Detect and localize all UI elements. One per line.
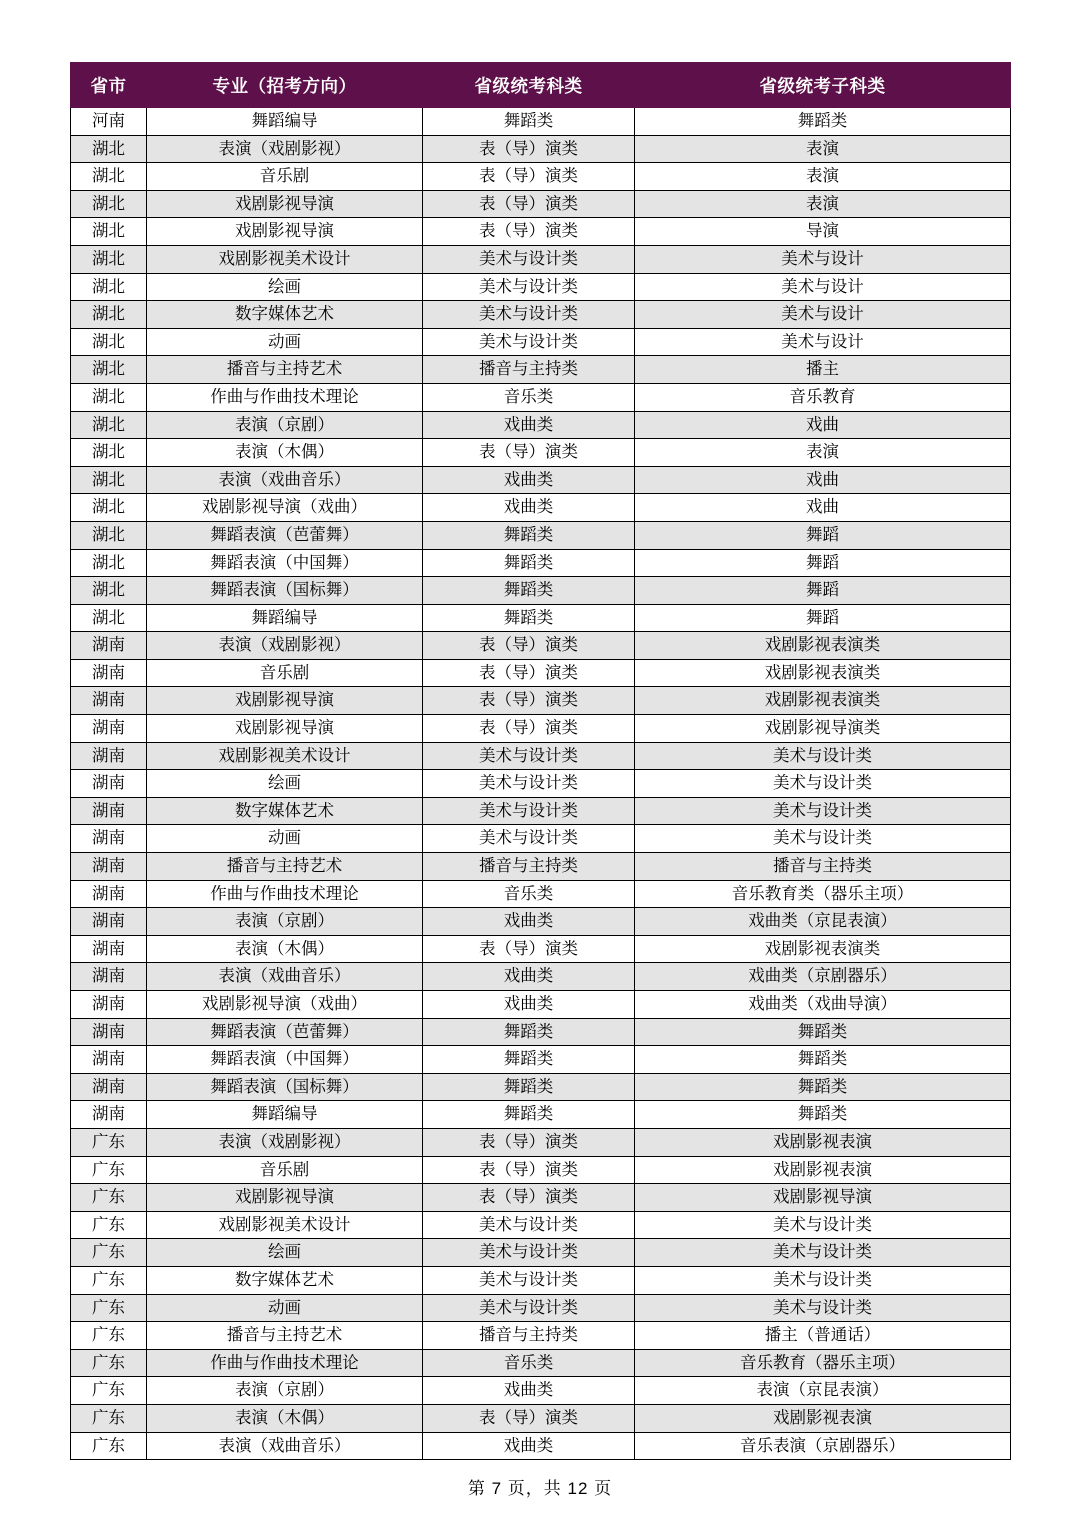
cell-exam-subcategory: 美术与设计 [635, 245, 1011, 273]
cell-province: 广东 [71, 1156, 147, 1184]
cell-exam-subcategory: 戏剧影视表演类 [635, 632, 1011, 660]
table-row [71, 1184, 1011, 1212]
cell-exam-category: 美术与设计类 [423, 273, 635, 301]
cell-province: 湖南 [71, 1073, 147, 1101]
table-row [71, 521, 1011, 549]
cell-major: 舞蹈表演（国标舞） [147, 1073, 423, 1101]
cell-exam-category: 表（导）演类 [423, 1128, 635, 1156]
cell-exam-subcategory: 音乐表演（京剧器乐） [635, 1432, 1011, 1460]
cell-exam-subcategory: 美术与设计 [635, 328, 1011, 356]
cell-major: 表演（京剧） [147, 908, 423, 936]
cell-province: 广东 [71, 1211, 147, 1239]
column-header-province: 省市 [71, 63, 147, 108]
cell-exam-subcategory: 戏曲类（京昆表演） [635, 908, 1011, 936]
cell-exam-category: 美术与设计类 [423, 328, 635, 356]
cell-province: 湖南 [71, 1101, 147, 1129]
cell-exam-category: 舞蹈类 [423, 108, 635, 136]
cell-exam-category: 戏曲类 [423, 1377, 635, 1405]
cell-exam-category: 舞蹈类 [423, 1018, 635, 1046]
table-row [71, 632, 1011, 660]
table-row [71, 1101, 1011, 1129]
cell-exam-category: 表（导）演类 [423, 632, 635, 660]
table-row [71, 880, 1011, 908]
cell-major: 作曲与作曲技术理论 [147, 880, 423, 908]
cell-major: 舞蹈表演（芭蕾舞） [147, 521, 423, 549]
cell-exam-subcategory: 音乐教育（器乐主项） [635, 1349, 1011, 1377]
cell-exam-subcategory: 美术与设计类 [635, 770, 1011, 798]
cell-exam-subcategory: 音乐教育类（器乐主项） [635, 880, 1011, 908]
cell-province: 湖南 [71, 853, 147, 881]
cell-exam-category: 播音与主持类 [423, 853, 635, 881]
cell-exam-subcategory: 舞蹈类 [635, 1018, 1011, 1046]
cell-province: 湖南 [71, 1018, 147, 1046]
table-row [71, 1266, 1011, 1294]
cell-exam-subcategory: 戏曲类（戏曲导演） [635, 991, 1011, 1019]
table-row [71, 494, 1011, 522]
cell-exam-category: 播音与主持类 [423, 1322, 635, 1350]
cell-major: 播音与主持艺术 [147, 853, 423, 881]
cell-major: 舞蹈表演（国标舞） [147, 577, 423, 605]
cell-exam-category: 表（导）演类 [423, 715, 635, 743]
cell-province: 湖北 [71, 577, 147, 605]
cell-major: 数字媒体艺术 [147, 797, 423, 825]
cell-exam-subcategory: 播音与主持类 [635, 853, 1011, 881]
cell-province: 湖北 [71, 328, 147, 356]
cell-exam-subcategory: 舞蹈类 [635, 1101, 1011, 1129]
cell-major: 戏剧影视美术设计 [147, 245, 423, 273]
cell-exam-subcategory: 戏剧影视表演 [635, 1156, 1011, 1184]
cell-major: 表演（戏曲音乐） [147, 963, 423, 991]
cell-exam-subcategory: 美术与设计 [635, 273, 1011, 301]
cell-exam-category: 表（导）演类 [423, 1404, 635, 1432]
cell-major: 戏剧影视导演（戏曲） [147, 494, 423, 522]
table-row [71, 1239, 1011, 1267]
cell-major: 舞蹈编导 [147, 1101, 423, 1129]
cell-major: 表演（木偶） [147, 439, 423, 467]
cell-exam-subcategory: 音乐教育 [635, 383, 1011, 411]
table-row [71, 466, 1011, 494]
cell-province: 湖南 [71, 715, 147, 743]
cell-province: 湖南 [71, 797, 147, 825]
cell-province: 湖南 [71, 659, 147, 687]
cell-major: 绘画 [147, 1239, 423, 1267]
cell-exam-subcategory: 戏曲 [635, 494, 1011, 522]
cell-exam-category: 表（导）演类 [423, 659, 635, 687]
table-row [71, 853, 1011, 881]
table-row [71, 356, 1011, 384]
cell-major: 动画 [147, 328, 423, 356]
cell-major: 戏剧影视导演（戏曲） [147, 991, 423, 1019]
cell-province: 广东 [71, 1266, 147, 1294]
cell-exam-category: 戏曲类 [423, 411, 635, 439]
cell-exam-category: 音乐类 [423, 383, 635, 411]
cell-major: 戏剧影视美术设计 [147, 1211, 423, 1239]
cell-exam-subcategory: 戏曲 [635, 411, 1011, 439]
cell-exam-subcategory: 表演 [635, 190, 1011, 218]
table-row [71, 108, 1011, 136]
cell-exam-category: 舞蹈类 [423, 604, 635, 632]
cell-exam-category: 表（导）演类 [423, 439, 635, 467]
cell-major: 舞蹈表演（中国舞） [147, 549, 423, 577]
cell-major: 表演（京剧） [147, 411, 423, 439]
cell-major: 播音与主持艺术 [147, 1322, 423, 1350]
cell-province: 湖北 [71, 356, 147, 384]
cell-exam-category: 美术与设计类 [423, 770, 635, 798]
cell-province: 湖南 [71, 825, 147, 853]
table-row [71, 1128, 1011, 1156]
cell-province: 湖北 [71, 163, 147, 191]
cell-exam-subcategory: 舞蹈类 [635, 1046, 1011, 1074]
cell-major: 表演（戏剧影视） [147, 135, 423, 163]
cell-major: 戏剧影视导演 [147, 218, 423, 246]
cell-province: 湖南 [71, 1046, 147, 1074]
cell-major: 表演（戏剧影视） [147, 632, 423, 660]
table-row [71, 1046, 1011, 1074]
cell-province: 广东 [71, 1184, 147, 1212]
cell-major: 作曲与作曲技术理论 [147, 1349, 423, 1377]
cell-exam-category: 美术与设计类 [423, 1266, 635, 1294]
cell-exam-category: 表（导）演类 [423, 1156, 635, 1184]
cell-major: 表演（戏曲音乐） [147, 1432, 423, 1460]
cell-province: 湖北 [71, 466, 147, 494]
table-row [71, 1349, 1011, 1377]
cell-major: 音乐剧 [147, 163, 423, 191]
cell-exam-subcategory: 美术与设计类 [635, 1211, 1011, 1239]
cell-province: 广东 [71, 1377, 147, 1405]
cell-exam-category: 表（导）演类 [423, 135, 635, 163]
cell-province: 湖南 [71, 935, 147, 963]
cell-exam-subcategory: 美术与设计类 [635, 1239, 1011, 1267]
cell-exam-category: 美术与设计类 [423, 797, 635, 825]
cell-exam-subcategory: 美术与设计类 [635, 1266, 1011, 1294]
column-header-exam-category: 省级统考科类 [423, 63, 635, 108]
cell-exam-subcategory: 表演 [635, 135, 1011, 163]
table-row [71, 328, 1011, 356]
table-row [71, 383, 1011, 411]
cell-exam-category: 戏曲类 [423, 991, 635, 1019]
cell-exam-subcategory: 舞蹈 [635, 577, 1011, 605]
cell-exam-subcategory: 表演（京昆表演） [635, 1377, 1011, 1405]
table-row [71, 439, 1011, 467]
cell-exam-category: 戏曲类 [423, 1432, 635, 1460]
cell-province: 湖北 [71, 411, 147, 439]
page-footer: 第 7 页，共 12 页 [467, 1479, 613, 1498]
table-row [71, 163, 1011, 191]
cell-exam-category: 播音与主持类 [423, 356, 635, 384]
cell-major: 舞蹈编导 [147, 108, 423, 136]
cell-exam-category: 舞蹈类 [423, 577, 635, 605]
cell-exam-subcategory: 舞蹈类 [635, 1073, 1011, 1101]
table-row [71, 273, 1011, 301]
cell-major: 动画 [147, 1294, 423, 1322]
cell-major: 戏剧影视导演 [147, 687, 423, 715]
cell-province: 广东 [71, 1432, 147, 1460]
cell-province: 湖北 [71, 604, 147, 632]
table-row [71, 135, 1011, 163]
cell-exam-subcategory: 表演 [635, 439, 1011, 467]
cell-exam-category: 表（导）演类 [423, 218, 635, 246]
cell-exam-category: 戏曲类 [423, 466, 635, 494]
cell-exam-subcategory: 导演 [635, 218, 1011, 246]
cell-exam-category: 美术与设计类 [423, 1211, 635, 1239]
cell-exam-subcategory: 美术与设计类 [635, 825, 1011, 853]
cell-province: 湖北 [71, 494, 147, 522]
cell-province: 湖北 [71, 383, 147, 411]
cell-major: 作曲与作曲技术理论 [147, 383, 423, 411]
cell-province: 广东 [71, 1322, 147, 1350]
cell-exam-category: 表（导）演类 [423, 687, 635, 715]
cell-province: 广东 [71, 1294, 147, 1322]
cell-major: 戏剧影视导演 [147, 715, 423, 743]
cell-major: 数字媒体艺术 [147, 1266, 423, 1294]
cell-major: 戏剧影视美术设计 [147, 742, 423, 770]
table-row [71, 411, 1011, 439]
cell-province: 湖北 [71, 135, 147, 163]
table-row [71, 604, 1011, 632]
table-row [71, 1322, 1011, 1350]
table-row [71, 687, 1011, 715]
cell-major: 音乐剧 [147, 659, 423, 687]
cell-exam-category: 表（导）演类 [423, 190, 635, 218]
cell-exam-subcategory: 戏剧影视表演类 [635, 687, 1011, 715]
cell-province: 湖南 [71, 963, 147, 991]
cell-exam-category: 美术与设计类 [423, 301, 635, 329]
cell-exam-category: 舞蹈类 [423, 1073, 635, 1101]
cell-exam-category: 舞蹈类 [423, 1101, 635, 1129]
table-row [71, 742, 1011, 770]
cell-exam-category: 舞蹈类 [423, 1046, 635, 1074]
cell-province: 湖北 [71, 273, 147, 301]
cell-exam-category: 美术与设计类 [423, 1294, 635, 1322]
cell-exam-subcategory: 戏剧影视导演类 [635, 715, 1011, 743]
table-row [71, 963, 1011, 991]
cell-exam-subcategory: 舞蹈 [635, 521, 1011, 549]
cell-exam-category: 表（导）演类 [423, 1184, 635, 1212]
cell-province: 湖北 [71, 549, 147, 577]
cell-major: 表演（戏剧影视） [147, 1128, 423, 1156]
cell-exam-category: 美术与设计类 [423, 742, 635, 770]
table-header-row [71, 63, 1011, 108]
cell-exam-subcategory: 戏剧影视表演类 [635, 935, 1011, 963]
cell-exam-subcategory: 戏曲类（京剧器乐） [635, 963, 1011, 991]
table-row [71, 1156, 1011, 1184]
cell-exam-category: 戏曲类 [423, 494, 635, 522]
cell-exam-subcategory: 戏剧影视表演 [635, 1404, 1011, 1432]
cell-major: 音乐剧 [147, 1156, 423, 1184]
cell-major: 表演（木偶） [147, 1404, 423, 1432]
cell-exam-category: 音乐类 [423, 880, 635, 908]
table-row [71, 991, 1011, 1019]
table-row [71, 825, 1011, 853]
cell-province: 湖北 [71, 301, 147, 329]
cell-major: 绘画 [147, 273, 423, 301]
cell-exam-subcategory: 美术与设计类 [635, 742, 1011, 770]
cell-exam-category: 舞蹈类 [423, 549, 635, 577]
table-header [71, 63, 1011, 108]
table-row [71, 908, 1011, 936]
cell-exam-subcategory: 美术与设计类 [635, 1294, 1011, 1322]
cell-exam-category: 表（导）演类 [423, 163, 635, 191]
cell-province: 广东 [71, 1239, 147, 1267]
table-row [71, 301, 1011, 329]
cell-exam-subcategory: 播主 [635, 356, 1011, 384]
cell-major: 播音与主持艺术 [147, 356, 423, 384]
cell-exam-category: 美术与设计类 [423, 825, 635, 853]
cell-exam-subcategory: 舞蹈 [635, 549, 1011, 577]
cell-province: 湖南 [71, 687, 147, 715]
table-row [71, 190, 1011, 218]
table-row [71, 577, 1011, 605]
cell-major: 舞蹈编导 [147, 604, 423, 632]
cell-province: 湖南 [71, 742, 147, 770]
cell-major: 绘画 [147, 770, 423, 798]
table-row [71, 770, 1011, 798]
cell-province: 湖南 [71, 632, 147, 660]
table-row [71, 935, 1011, 963]
cell-province: 湖北 [71, 439, 147, 467]
cell-major: 舞蹈表演（芭蕾舞） [147, 1018, 423, 1046]
cell-province: 湖南 [71, 991, 147, 1019]
table-row [71, 245, 1011, 273]
cell-exam-subcategory: 播主（普通话） [635, 1322, 1011, 1350]
cell-province: 湖北 [71, 521, 147, 549]
cell-exam-category: 美术与设计类 [423, 245, 635, 273]
table-row [71, 1211, 1011, 1239]
cell-major: 数字媒体艺术 [147, 301, 423, 329]
table-row [71, 218, 1011, 246]
cell-major: 舞蹈表演（中国舞） [147, 1046, 423, 1074]
cell-major: 戏剧影视导演 [147, 190, 423, 218]
table-row [71, 1018, 1011, 1046]
cell-province: 湖北 [71, 245, 147, 273]
cell-exam-category: 音乐类 [423, 1349, 635, 1377]
table-body [71, 108, 1011, 1460]
cell-exam-subcategory: 戏剧影视表演类 [635, 659, 1011, 687]
cell-province: 湖北 [71, 218, 147, 246]
cell-province: 广东 [71, 1128, 147, 1156]
table-row [71, 797, 1011, 825]
column-header-major: 专业（招考方向） [147, 63, 423, 108]
table-row [71, 1377, 1011, 1405]
cell-exam-category: 戏曲类 [423, 963, 635, 991]
cell-province: 广东 [71, 1404, 147, 1432]
cell-exam-category: 表（导）演类 [423, 935, 635, 963]
cell-exam-subcategory: 舞蹈类 [635, 108, 1011, 136]
cell-exam-subcategory: 美术与设计类 [635, 797, 1011, 825]
cell-province: 湖南 [71, 908, 147, 936]
cell-exam-subcategory: 戏曲 [635, 466, 1011, 494]
table-row [71, 549, 1011, 577]
cell-major: 表演（木偶） [147, 935, 423, 963]
column-header-exam-subcategory: 省级统考子科类 [635, 63, 1011, 108]
table-row [71, 1404, 1011, 1432]
cell-province: 湖南 [71, 880, 147, 908]
table-row [71, 1432, 1011, 1460]
cell-province: 河南 [71, 108, 147, 136]
cell-province: 广东 [71, 1349, 147, 1377]
table-row [71, 1073, 1011, 1101]
cell-exam-category: 戏曲类 [423, 908, 635, 936]
table-row [71, 1294, 1011, 1322]
cell-exam-subcategory: 美术与设计 [635, 301, 1011, 329]
cell-exam-category: 舞蹈类 [423, 521, 635, 549]
cell-major: 表演（戏曲音乐） [147, 466, 423, 494]
cell-major: 动画 [147, 825, 423, 853]
cell-major: 戏剧影视导演 [147, 1184, 423, 1212]
cell-exam-subcategory: 舞蹈 [635, 604, 1011, 632]
table-row [71, 715, 1011, 743]
cell-major: 表演（京剧） [147, 1377, 423, 1405]
cell-exam-subcategory: 戏剧影视导演 [635, 1184, 1011, 1212]
cell-province: 湖南 [71, 770, 147, 798]
cell-exam-subcategory: 戏剧影视表演 [635, 1128, 1011, 1156]
cell-exam-category: 美术与设计类 [423, 1239, 635, 1267]
majors-table [70, 62, 1011, 1460]
cell-province: 湖北 [71, 190, 147, 218]
cell-exam-subcategory: 表演 [635, 163, 1011, 191]
table-row [71, 659, 1011, 687]
